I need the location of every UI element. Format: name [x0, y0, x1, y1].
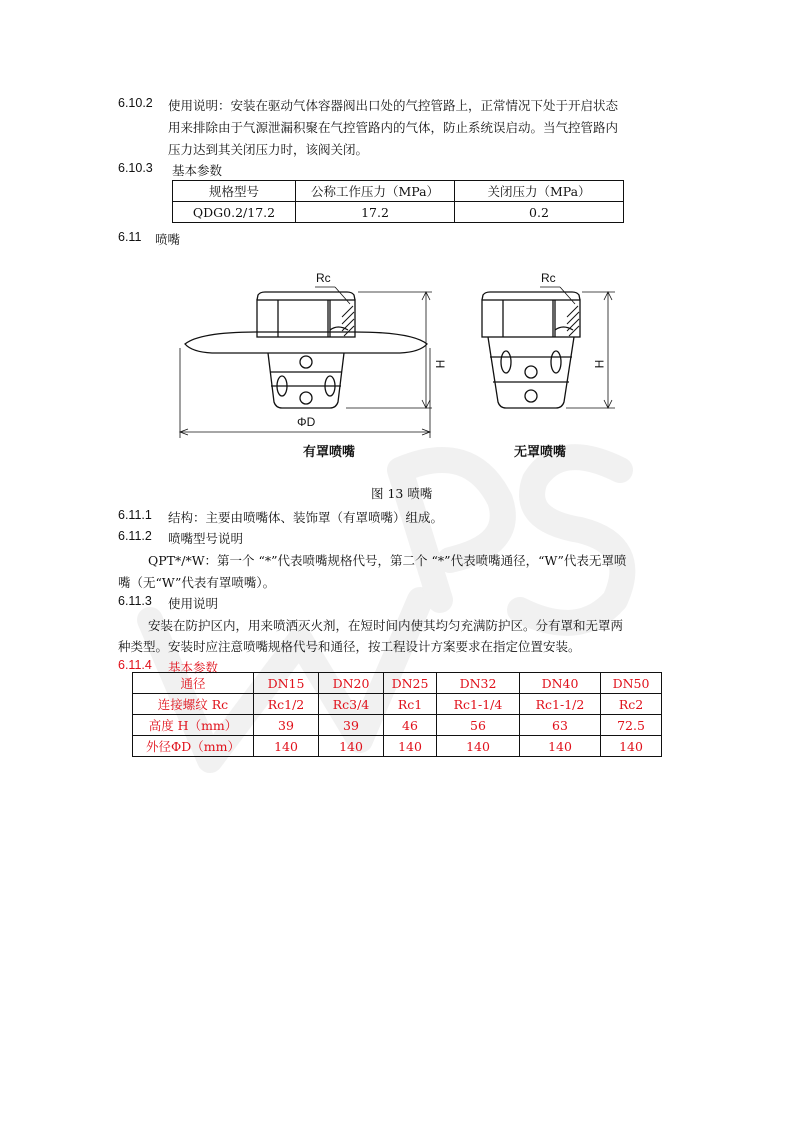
table-cell: 39 [319, 715, 384, 736]
decorative-cover [185, 332, 427, 353]
table-cell: 46 [384, 715, 437, 736]
paragraph-line: 结构：主要由喷嘴体、装饰罩（有罩喷嘴）组成。 [168, 510, 444, 525]
covered-nozzle-caption: 有罩喷嘴 [303, 445, 356, 460]
table-cell: QDG0.2/17.2 [173, 202, 296, 223]
table-cell: Rc2 [601, 694, 662, 715]
paragraph-line: 压力达到其关闭压力时，该阀关闭。 [168, 142, 369, 157]
table-cell: 140 [437, 736, 520, 757]
table-cell: DN20 [319, 673, 384, 694]
table-cell: 39 [254, 715, 319, 736]
section-number: 6.11.1 [118, 508, 152, 522]
table-cell: Rc1 [384, 694, 437, 715]
table-cell: DN40 [520, 673, 601, 694]
table-header-cell: 规格型号 [173, 181, 296, 202]
nozzle-body [488, 337, 574, 408]
section-number: 6.11 [118, 230, 142, 244]
table-cell: Rc1/2 [254, 694, 319, 715]
table-cell: DN15 [254, 673, 319, 694]
table-cell: DN50 [601, 673, 662, 694]
rc-label: Rc [541, 271, 556, 285]
section-number: 6.11.4 [118, 658, 152, 672]
height-label: H [592, 359, 607, 369]
paragraph-line: 种类型。安装时应注意喷嘴规格代号和通径，按工程设计方案要求在指定位置安装。 [118, 639, 581, 654]
paragraph-line: 用来排除由于气源泄漏积聚在气控管路内的气体，防止系统误启动。当气控管路内 [168, 120, 619, 135]
diameter-label: ΦD [297, 415, 316, 429]
table-cell: 140 [319, 736, 384, 757]
table-row-header: 外径ΦD（mm） [133, 736, 254, 757]
section-number: 6.11.3 [118, 594, 152, 608]
table-row [133, 673, 662, 694]
paragraph-line: QPT*/*W：第一个 “*”代表喷嘴规格代号，第二个 “*”代表喷嘴通径，“W”代表无罩喷 [148, 553, 627, 568]
table-cell: 0.2 [455, 202, 624, 223]
section-number: 6.11.2 [118, 529, 152, 543]
uncovered-nozzle-caption: 无罩喷嘴 [514, 445, 567, 460]
nozzle-parameters-table [132, 672, 662, 757]
table-cell: 140 [601, 736, 662, 757]
valve-parameters-table [172, 180, 624, 223]
table-cell: 140 [254, 736, 319, 757]
table-cell: DN32 [437, 673, 520, 694]
table-cell: Rc1-1/2 [520, 694, 601, 715]
paragraph-line: 安装在防护区内，用来喷洒灭火剂，在短时间内使其均匀充满防护区。分有罩和无罩两 [148, 618, 624, 633]
paragraph-line: 使用说明：安装在驱动气体容器阀出口处的气控管路上，正常情况下处于开启状态 [168, 98, 619, 113]
table-cell: 72.5 [601, 715, 662, 736]
table-cell: 140 [520, 736, 601, 757]
table-cell: Rc1-1/4 [437, 694, 520, 715]
section-title: 喷嘴 [155, 232, 181, 247]
section-title: 基本参数 [172, 163, 223, 178]
section-title: 使用说明 [168, 596, 219, 611]
table-row [173, 202, 624, 223]
table-cell: Rc3/4 [319, 694, 384, 715]
table-row-header: 高度 H（mm） [133, 715, 254, 736]
table-row [133, 694, 662, 715]
hex-head [482, 300, 580, 337]
paragraph-line: 嘴（无“W”代表有罩喷嘴）。 [118, 575, 276, 590]
table-row [133, 736, 662, 757]
table-header-cell: 公称工作压力（MPa） [296, 181, 455, 202]
table-row [133, 715, 662, 736]
table-cell: 63 [520, 715, 601, 736]
table-row-header: 通径 [133, 673, 254, 694]
table-cell: 140 [384, 736, 437, 757]
height-label: H [433, 359, 448, 369]
table-cell: 17.2 [296, 202, 455, 223]
table-row-header: 连接螺纹 Rc [133, 694, 254, 715]
table-header-row [173, 181, 624, 202]
table-cell: DN25 [384, 673, 437, 694]
nozzle-body [268, 353, 344, 408]
figure-caption: 图 13 喷嘴 [371, 486, 433, 501]
nozzle-drawing [170, 262, 640, 467]
section-title: 基本参数 [168, 660, 219, 675]
table-header-cell: 关闭压力（MPa） [455, 181, 624, 202]
section-number: 6.10.2 [118, 96, 153, 110]
rc-label: Rc [316, 271, 331, 285]
section-title: 喷嘴型号说明 [168, 531, 244, 546]
table-cell: 56 [437, 715, 520, 736]
section-number: 6.10.3 [118, 161, 153, 175]
